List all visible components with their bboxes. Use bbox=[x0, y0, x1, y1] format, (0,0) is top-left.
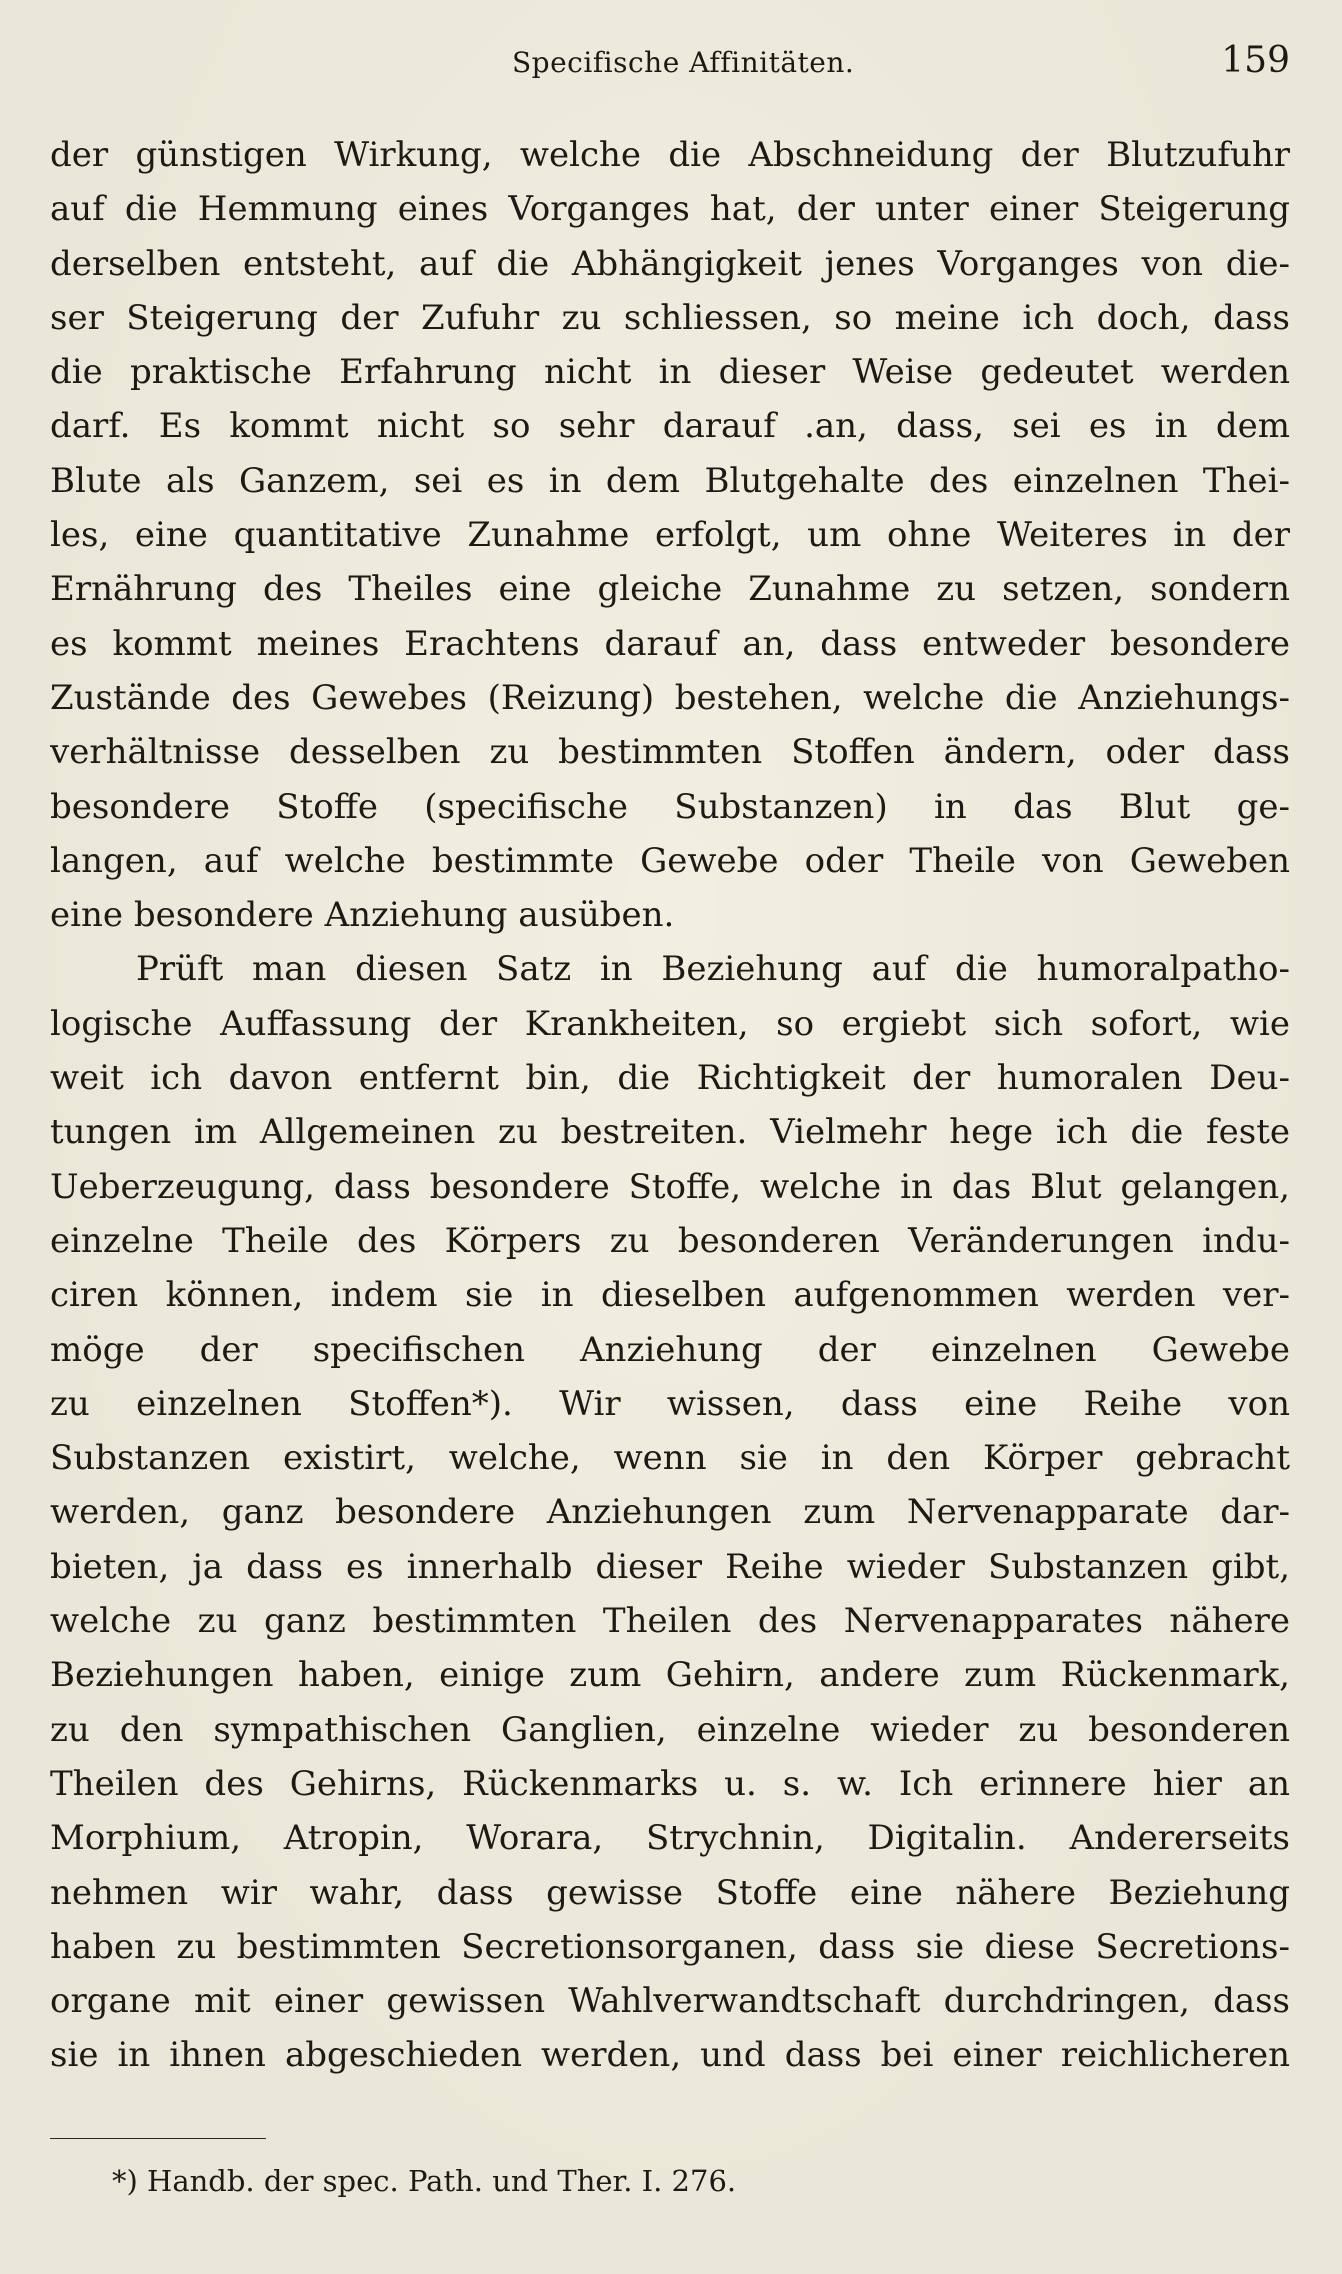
text-line: eine besondere Anziehung ausüben. bbox=[50, 895, 675, 936]
text-line: derselben entsteht, auf die Abhängigkeit jenes Vorganges von die- bbox=[50, 243, 1290, 284]
text-line: zu den sympathischen Ganglien, einzelne wieder zu besonderen bbox=[50, 1709, 1290, 1750]
text-line: auf die Hemmung eines Vorganges hat, der unter einer Steigerung bbox=[50, 189, 1290, 230]
text-line: Ernährung des Theiles eine gleiche Zunahme zu setzen, sondern bbox=[50, 569, 1290, 610]
text-line: verhältnisse desselben zu bestimmten Stoffen ändern, oder dass bbox=[50, 732, 1290, 773]
text-line: Substanzen existirt, welche, wenn sie in den Körper gebracht bbox=[50, 1438, 1290, 1479]
text-line: haben zu bestimmten Secretionsorganen, dass sie diese Secretions- bbox=[50, 1926, 1290, 1967]
text-line: die praktische Erfahrung nicht in dieser Weise gedeutet werden bbox=[50, 352, 1290, 393]
text-line: weit ich davon entfernt bin, die Richtigkeit der humoralen Deu- bbox=[50, 1058, 1290, 1099]
text-line: der günstigen Wirkung, welche die Abschneidung der Blutzufuhr bbox=[50, 135, 1290, 175]
text-line: tungen im Allgemeinen zu bestreiten. Vielmehr hege ich die feste bbox=[50, 1112, 1290, 1153]
text-line: bieten, ja dass es innerhalb dieser Reihe wieder Substanzen gibt, bbox=[50, 1546, 1290, 1587]
text-line: darf. Es kommt nicht so sehr darauf .an, dass, sei es in dem bbox=[50, 406, 1290, 447]
text-line: es kommt meines Erachtens darauf an, dass entweder besondere bbox=[50, 623, 1290, 664]
page-header bbox=[50, 40, 1290, 90]
running-head: Specifische Affinitäten. bbox=[512, 46, 855, 79]
text-line: les, eine quantitative Zunahme erfolgt, um ohne Weiteres in der bbox=[50, 515, 1290, 556]
text-line: organe mit einer gewissen Wahlverwandtschaft durchdringen, dass bbox=[50, 1981, 1290, 2022]
text-line: zu einzelnen Stoffen*). Wir wissen, dass eine Reihe von bbox=[50, 1383, 1290, 1424]
text-line: langen, auf welche bestimmte Gewebe oder Theile von Geweben bbox=[50, 840, 1290, 881]
text-line: einzelne Theile des Körpers zu besonderen Veränderungen indu- bbox=[50, 1220, 1290, 1261]
text-line: ser Steigerung der Zufuhr zu schliessen, so meine ich doch, dass bbox=[50, 297, 1290, 338]
text-line: logische Auffassung der Krankheiten, so ergiebt sich sofort, wie bbox=[50, 1003, 1290, 1044]
text-line: nehmen wir wahr, dass gewisse Stoffe eine nähere Beziehung bbox=[50, 1872, 1290, 1913]
text-line: möge der specifischen Anziehung der einzelnen Gewebe bbox=[50, 1329, 1290, 1370]
text-line: Beziehungen haben, einige zum Gehirn, andere zum Rückenmark, bbox=[50, 1655, 1290, 1696]
footnote-divider bbox=[50, 2138, 266, 2139]
text-line: ciren können, indem sie in dieselben aufgenommen werden ver- bbox=[50, 1275, 1290, 1316]
text-line: welche zu ganz bestimmten Theilen des Nervenapparates nähere bbox=[50, 1601, 1290, 1642]
text-line: sie in ihnen abgeschieden werden, und dass bei einer reichlicheren bbox=[50, 2035, 1290, 2076]
footnote: *) Handb. der spec. Path. und Ther. I. 276. bbox=[112, 2164, 737, 2198]
body-text bbox=[50, 128, 1290, 2083]
text-line: Zustände des Gewebes (Reizung) bestehen, welche die Anziehungs- bbox=[50, 677, 1290, 718]
text-line: Theilen des Gehirns, Rückenmarks u. s. w. Ich erinnere hier an bbox=[50, 1763, 1290, 1804]
text-line: Morphium, Atropin, Worara, Strychnin, Digitalin. Andererseits bbox=[50, 1818, 1290, 1859]
text-line: Prüft man diesen Satz in Beziehung auf die humoralpatho- bbox=[136, 949, 1290, 990]
text-line: besondere Stoffe (specifische Substanzen) in das Blut ge- bbox=[50, 786, 1290, 827]
page-number: 159 bbox=[1221, 40, 1290, 81]
text-line: Blute als Ganzem, sei es in dem Blutgehalte des einzelnen Thei- bbox=[50, 460, 1290, 501]
text-line: werden, ganz besondere Anziehungen zum Nervenapparate dar- bbox=[50, 1492, 1290, 1533]
text-line: Ueberzeugung, dass besondere Stoffe, welche in das Blut gelangen, bbox=[50, 1166, 1290, 1207]
